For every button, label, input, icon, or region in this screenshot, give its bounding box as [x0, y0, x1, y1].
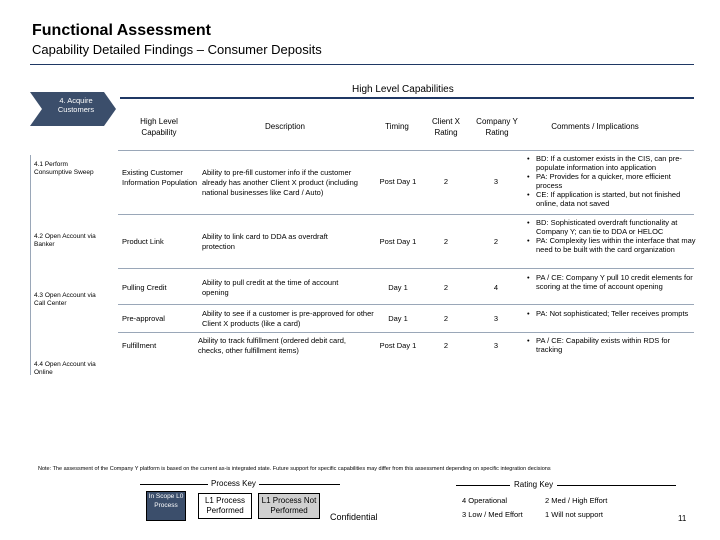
rating-key-item: 3 Low / Med Effort — [462, 510, 523, 519]
col-header-description: Description — [264, 122, 305, 131]
row-companyy-rating: 2 — [493, 237, 499, 246]
row-description: Ability to link card to DDA as overdraft protection — [202, 232, 328, 251]
rating-key-item: 1 Will not support — [545, 510, 603, 519]
in-scope-swatch — [146, 491, 186, 521]
row-capability: Product Link — [122, 237, 164, 246]
row-clientx-rating: 2 — [443, 314, 449, 323]
row-clientx-rating: 2 — [443, 237, 449, 246]
table-divider — [118, 332, 694, 333]
col-header-clientx: Client X Rating — [431, 117, 460, 137]
comment-item: • BD: Sophisticated overdraft functionality at Company Y; can tie to DDA or HELOC — [536, 218, 698, 236]
row-clientx-rating: 2 — [443, 177, 449, 186]
rating-key-item: 2 Med / High Effort — [545, 496, 608, 505]
row-companyy-rating: 3 — [493, 314, 499, 323]
row-capability: Pulling Credit — [122, 283, 167, 292]
col-header-capability: High Level Capability — [140, 117, 178, 137]
page-number: 11 — [678, 514, 687, 523]
assessment-note: Note: The assessment of the Company Y platform is based on the current as-is integrated state. Future support for specific capabilities may differ from this assessment depending on specific integration decisions — [38, 466, 551, 472]
row-capability: Fulfillment — [122, 341, 157, 350]
row-comments — [526, 336, 698, 354]
process-label: 4.4 Open Account via Online — [34, 361, 96, 376]
row-description: Ability to pull credit at the time of account opening — [202, 278, 339, 297]
l1-performed-swatch — [198, 493, 252, 519]
process-connector-line — [30, 155, 31, 375]
table-divider — [118, 150, 694, 151]
comment-item: • BD: If a customer exists in the CIS, can pre-populate information into application — [536, 154, 698, 172]
page-title: Functional Assessment — [32, 22, 212, 39]
row-comments — [526, 273, 698, 291]
table-divider — [118, 214, 694, 215]
row-companyy-rating: 4 — [493, 283, 499, 292]
row-timing: Day 1 — [388, 314, 408, 323]
comment-item: • PA / CE: Capability exists within RDS for tracking — [536, 336, 698, 354]
table-divider — [118, 268, 694, 269]
rating-key-item: 4 Operational — [462, 496, 508, 505]
row-clientx-rating: 2 — [443, 341, 449, 350]
chevron-label: 4. Acquire Customers — [57, 96, 95, 114]
row-description: Ability to track fulfillment (ordered debit card, checks, other fulfillment items) — [198, 336, 346, 355]
table-divider — [118, 304, 694, 305]
process-label: 4.3 Open Account via Call Center — [34, 292, 96, 307]
page-subtitle: Capability Detailed Findings – Consumer Deposits — [32, 42, 322, 57]
col-header-comments: Comments / Implications — [551, 122, 639, 131]
title-divider — [30, 64, 694, 65]
rating-key-line — [456, 485, 676, 486]
l1-not-performed-swatch — [258, 493, 320, 519]
process-label: 4.1 Perform Consumptive Sweep — [34, 161, 94, 176]
row-comments — [526, 218, 698, 254]
l1-not-performed-label: L1 Process Not Performed — [261, 496, 317, 515]
confidential-label: Confidential — [330, 512, 378, 522]
section-label: High Level Capabilities — [352, 84, 454, 95]
process-key-title: Process Key — [208, 479, 259, 488]
comment-item: • PA / CE: Company Y pull 10 credit elements for scoring at the time of account opening — [536, 273, 698, 291]
row-comments — [526, 154, 698, 208]
row-description: Ability to pre-fill customer info if the customer already has another Client X product (including national businesses like Card / Auto) — [202, 168, 358, 197]
comment-item: • PA: Complexity lies within the interface that may need to be built with the card organization — [536, 236, 698, 254]
row-companyy-rating: 3 — [493, 177, 499, 186]
comment-item: • PA: Provides for a quicker, more efficient process — [536, 172, 698, 190]
l1-performed-label: L1 Process Performed — [204, 496, 246, 515]
row-description: Ability to see if a customer is pre-approved for other Client X products (like a card) — [202, 309, 374, 328]
process-label: 4.2 Open Account via Banker — [34, 233, 96, 248]
rating-key-title: Rating Key — [510, 480, 557, 489]
comment-item: • PA: Not sophisticated; Teller receives prompts — [536, 309, 698, 318]
col-header-companyy: Company Y Rating — [476, 117, 518, 137]
col-header-timing: Timing — [385, 122, 409, 131]
row-comments — [526, 309, 698, 318]
row-timing: Post Day 1 — [379, 177, 417, 186]
row-companyy-rating: 3 — [493, 341, 499, 350]
acquire-customers-chevron — [30, 84, 116, 126]
row-timing: Day 1 — [388, 283, 408, 292]
comment-item: • CE: If application is started, but not finished online, data not saved — [536, 190, 698, 208]
row-capability: Existing Customer Information Population — [122, 168, 198, 187]
row-timing: Post Day 1 — [379, 341, 417, 350]
row-clientx-rating: 2 — [443, 283, 449, 292]
row-capability: Pre-approval — [122, 314, 165, 323]
in-scope-label: In Scope L0 Process — [148, 493, 184, 509]
section-divider — [120, 97, 694, 99]
row-timing: Post Day 1 — [379, 237, 417, 246]
